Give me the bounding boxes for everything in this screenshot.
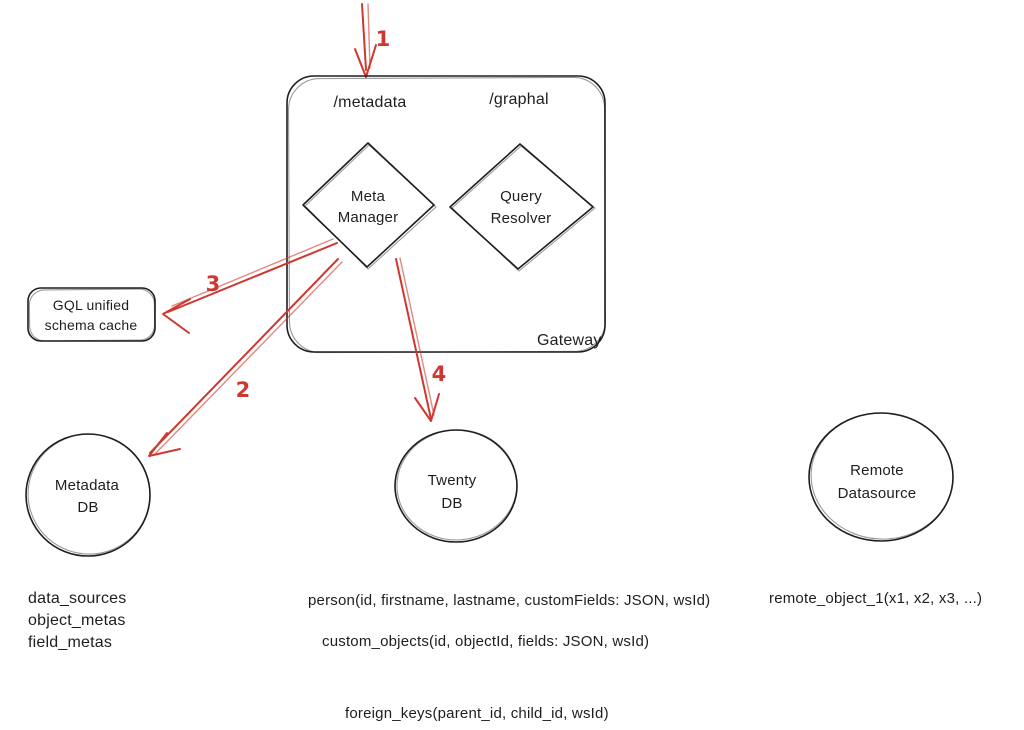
metadata-db-label-line2: DB — [77, 499, 99, 516]
metadata-db-label-line1: Metadata — [54, 477, 120, 494]
meta-manager-diamond — [303, 143, 436, 269]
schema-cache-label-line2: schema cache — [44, 317, 138, 333]
meta-manager-label-line2: Manager — [337, 209, 399, 226]
gateway-endpoint-graphql: /graphal — [489, 91, 549, 108]
remote-datasource-label-line2: Datasource — [837, 485, 917, 502]
twenty-db-table-custom-objects: custom_objects(id, objectId, fields: JSON, wsId) — [322, 633, 650, 650]
arrow-4-to-twenty-db — [396, 258, 439, 421]
meta-manager-label-line1: Meta — [350, 188, 386, 205]
arrow-4-label: 4 — [431, 362, 447, 386]
arrow-2-label: 2 — [235, 378, 251, 402]
twenty-db-tables — [308, 592, 710, 722]
schema-cache-label-line1: GQL unified — [52, 297, 130, 313]
query-resolver-label-line1: Query — [500, 188, 542, 205]
twenty-db-table-person: person(id, firstname, lastname, customFields: JSON, wsId) — [308, 592, 711, 609]
remote-datasource-tables — [769, 590, 982, 607]
gateway-box — [287, 76, 606, 353]
schema-cache-box — [28, 288, 155, 341]
twenty-db-table-foreign-keys: foreign_keys(parent_id, child_id, wsId) — [345, 705, 609, 722]
arrow-3-label: 3 — [205, 272, 221, 296]
gateway-endpoint-metadata: /metadata — [333, 94, 407, 111]
metadata-db-table-3: field_metas — [28, 634, 113, 651]
query-resolver-label-line2: Resolver — [490, 210, 552, 227]
arrow-2-to-metadata-db — [149, 259, 342, 456]
remote-datasource-label-line1: Remote — [850, 462, 904, 479]
metadata-db-circle — [24, 430, 154, 558]
gateway-label: Gateway — [537, 332, 602, 349]
arrow-1-label: 1 — [375, 27, 391, 51]
metadata-db-table-1: data_sources — [28, 590, 127, 607]
twenty-db-label-line2: DB — [441, 495, 463, 512]
metadata-db-tables — [28, 590, 126, 651]
metadata-db-table-2: object_metas — [28, 612, 126, 629]
arrow-1-incoming-request — [355, 4, 376, 77]
twenty-db-label-line1: Twenty — [427, 472, 477, 489]
remote-datasource-table-1: remote_object_1(x1, x2, x3, ...) — [769, 590, 983, 607]
query-resolver-diamond — [450, 144, 595, 271]
